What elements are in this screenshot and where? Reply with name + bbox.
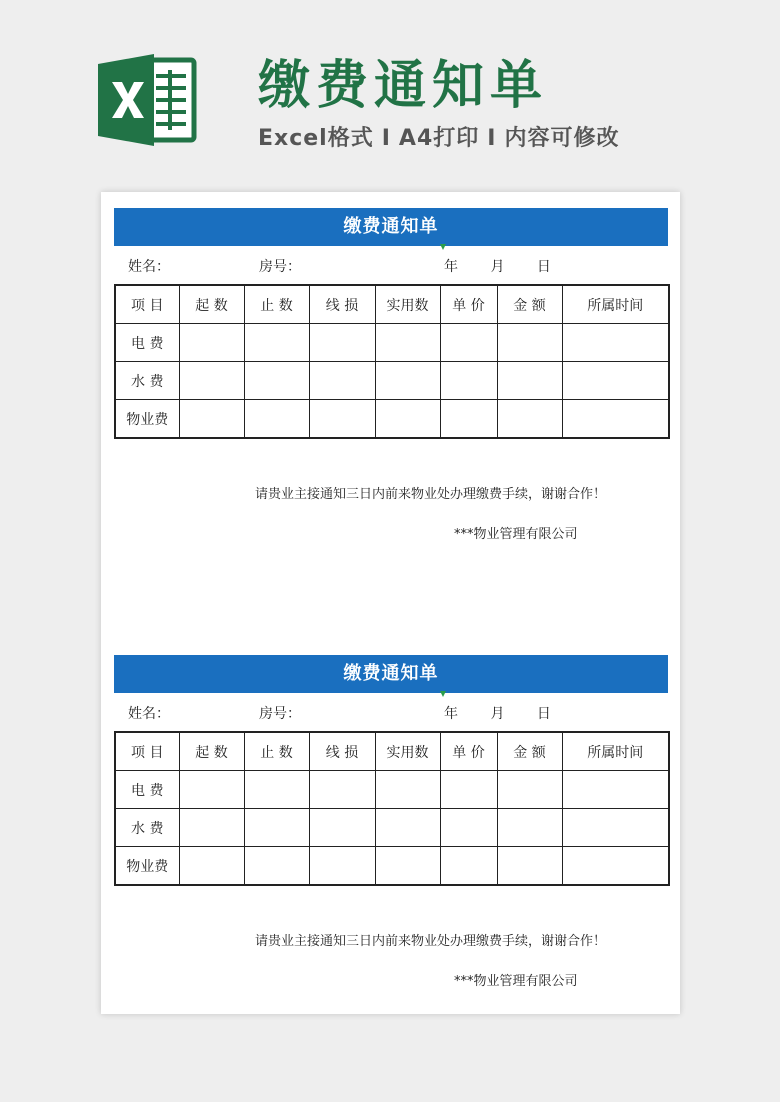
table-cell[interactable] (375, 847, 440, 886)
row-label: 物业费 (115, 400, 179, 439)
table-cell[interactable] (179, 362, 244, 400)
table-cell[interactable] (375, 771, 440, 809)
subtitle (258, 124, 619, 154)
table-cell[interactable] (375, 324, 440, 362)
column-header: 止 数 (244, 285, 309, 324)
excel-logo-icon (98, 54, 198, 146)
company-name: ***物业管理有限公司 (454, 974, 578, 989)
table-cell[interactable] (562, 324, 669, 362)
subtitle-separator: I (381, 126, 391, 151)
column-header: 所属时间 (562, 732, 669, 771)
table-cell[interactable] (309, 324, 375, 362)
table-cell[interactable] (375, 400, 440, 439)
date-field-label: 年 月 日 (444, 259, 565, 275)
row-label: 水 费 (115, 362, 179, 400)
table-cell[interactable] (440, 400, 497, 439)
table-cell[interactable] (309, 847, 375, 886)
table-cell[interactable] (440, 362, 497, 400)
table-cell[interactable] (497, 324, 562, 362)
table-cell[interactable] (562, 847, 669, 886)
table-cell[interactable] (497, 847, 562, 886)
column-header: 线 损 (309, 285, 375, 324)
table-cell[interactable] (179, 771, 244, 809)
cell-marker-icon (440, 691, 446, 697)
table-cell[interactable] (562, 362, 669, 400)
column-header: 项 目 (115, 732, 179, 771)
room-field-label: 房号： (259, 706, 301, 722)
payment-notice-form (101, 639, 680, 1019)
table-cell[interactable] (440, 324, 497, 362)
table-row (115, 847, 669, 886)
table-row (115, 324, 669, 362)
table-cell[interactable] (179, 400, 244, 439)
room-field-label: 房号： (259, 259, 301, 275)
notice-text: 请贵业主接通知三日内前来物业处办理缴费手续，谢谢合作！ (254, 487, 606, 502)
table-row (115, 400, 669, 439)
table-row (115, 809, 669, 847)
table-cell[interactable] (244, 847, 309, 886)
subtitle-paper: A4打印 (398, 126, 480, 151)
table-cell[interactable] (309, 809, 375, 847)
fee-table (114, 284, 670, 439)
table-cell[interactable] (562, 400, 669, 439)
table-cell[interactable] (497, 809, 562, 847)
table-cell[interactable] (375, 809, 440, 847)
column-header: 所属时间 (562, 285, 669, 324)
table-header-row (115, 732, 669, 771)
form-title: 缴费通知单 (343, 663, 439, 684)
name-field-label: 姓名： (128, 259, 170, 275)
table-cell[interactable] (179, 847, 244, 886)
table-row (115, 362, 669, 400)
table-cell[interactable] (244, 362, 309, 400)
table-cell[interactable] (179, 809, 244, 847)
table-cell[interactable] (244, 400, 309, 439)
form-title-bar (114, 655, 668, 693)
table-cell[interactable] (309, 771, 375, 809)
column-header: 金 额 (497, 732, 562, 771)
table-cell[interactable] (244, 771, 309, 809)
subtitle-editable: 内容可修改 (504, 126, 620, 151)
form-title-bar (114, 208, 668, 246)
cell-marker-icon (440, 244, 446, 250)
subtitle-format: Excel格式 (258, 126, 374, 151)
table-cell[interactable] (309, 362, 375, 400)
row-label: 电 费 (115, 324, 179, 362)
column-header: 项 目 (115, 285, 179, 324)
table-cell[interactable] (244, 324, 309, 362)
notice-text: 请贵业主接通知三日内前来物业处办理缴费手续，谢谢合作！ (254, 934, 606, 949)
table-cell[interactable] (497, 400, 562, 439)
table-cell[interactable] (497, 771, 562, 809)
column-header: 实用数 (375, 285, 440, 324)
name-field-label: 姓名： (128, 706, 170, 722)
table-cell[interactable] (179, 324, 244, 362)
payment-notice-form (101, 192, 680, 572)
table-cell[interactable] (375, 362, 440, 400)
table-cell[interactable] (440, 847, 497, 886)
date-field-label: 年 月 日 (444, 706, 565, 722)
column-header: 线 损 (309, 732, 375, 771)
document-page (101, 192, 680, 1014)
table-cell[interactable] (562, 809, 669, 847)
column-header: 单 价 (440, 732, 497, 771)
column-header: 金 额 (497, 285, 562, 324)
column-header: 单 价 (440, 285, 497, 324)
form-title: 缴费通知单 (343, 216, 439, 237)
column-header: 起 数 (179, 732, 244, 771)
table-cell[interactable] (440, 771, 497, 809)
table-row (115, 771, 669, 809)
table-cell[interactable] (309, 400, 375, 439)
table-cell[interactable] (440, 809, 497, 847)
column-header: 起 数 (179, 285, 244, 324)
column-header: 止 数 (244, 732, 309, 771)
row-label: 电 费 (115, 771, 179, 809)
column-header: 实用数 (375, 732, 440, 771)
page-title: 缴费通知单 (258, 56, 549, 116)
row-label: 物业费 (115, 847, 179, 886)
table-cell[interactable] (562, 771, 669, 809)
company-name: ***物业管理有限公司 (454, 527, 578, 542)
table-header-row (115, 285, 669, 324)
fee-table (114, 731, 670, 886)
row-label: 水 费 (115, 809, 179, 847)
table-cell[interactable] (497, 362, 562, 400)
table-cell[interactable] (244, 809, 309, 847)
subtitle-separator: I (487, 126, 497, 151)
